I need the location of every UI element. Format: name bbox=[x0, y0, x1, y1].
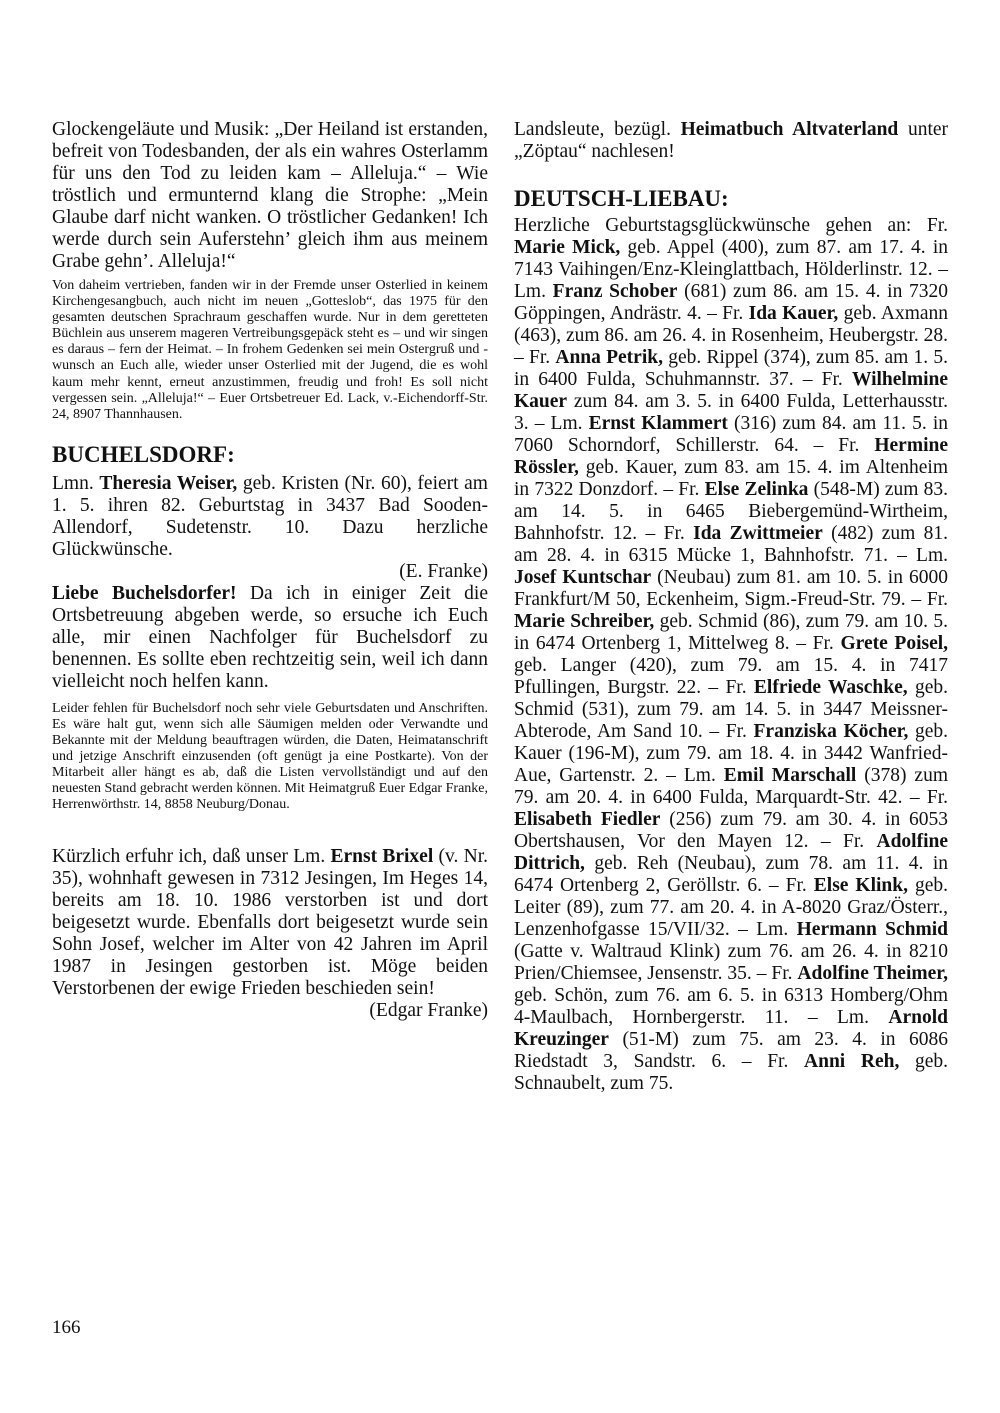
signature-edgar-franke: (Edgar Franke) bbox=[369, 999, 488, 1021]
page-number: 166 bbox=[52, 1317, 81, 1338]
birthday-list-paragraph: Herzliche Geburtstagsglückwünsche gehen an: Fr. Marie Mick, geb. Appel (400), zum 87. am 17. 4. in 7143 Vaihingen/Enz-Kleinglattbach, Hölderlinstr. 12. – Lm. Franz Schober (681) zum 86. am 15. 4. in 7320 Göppingen, Andrästr. 4. – Fr. Ida Kauer, geb. Axmann (463), zum 86. am 26. 4. in Rosenheim, Heubergstr. 28. – Fr. Anna Petrik, geb. Rippel (374), zum 85. am 1. 5. in 6400 Fulda, Schuhmannstr. 37. – Fr. Wilhelmine Kauer zum 84. am 3. 5. in 6400 Fulda, Letterhausstr. 3. – Lm. Ernst Klammert (316) zum 84. am 11. 5. in 7060 Schorndorf, Schillerstr. 64. – Fr. Hermine Rössler, geb. Kauer, zum 83. am 15. 4. im Altenheim in 7322 Donzdorf. – Fr. Else Zelinka (548-M) zum 83. am 14. 5. in 6465 Biebergemünd-Wirtheim, Bahnhofstr. 12. – Fr. Ida Zwittmeier (482) zum 81. am 28. 4. in 6315 Mücke 1, Bahnhofstr. 71. – Lm. Josef Kuntschar (Neubau) zum 81. am 10. 5. in 6000 Frankfurt/M 50, Eckenheim, Sigm.-Freud-Str. 79. – Fr. Marie Schreiber, geb. Schmid (86), zum 79. am 10. 5. in 6474 Ortenberg 1, Mittelweg 8. – Fr. Grete Poisel, geb. Langer (420), zum 79. am 15. 4. in 7417 Pfullingen, Burgstr. 22. – Fr. Elfriede Waschke, geb. Schmid (531), zum 79. am 14. 5. in 3447 Meissner-Abterode, Am Sand 10. – Fr. Franziska Köcher, geb. Kauer (196-M), zum 79. am 18. 4. in 3442 Wanfried-Aue, Gartenstr. 2. – Lm. Emil Marschall (378) zum 79. am 20. 4. in 6400 Fulda, Marquardt-Str. 42. – Fr. Elisabeth Fiedler (256) zum 79. am 30. 4. in 6053 Obertshausen, Vor den Mayen 12. – Fr. Adolfine Dittrich, geb. Reh (Neubau), zum 78. am 11. 4. in 6474 Ortenberg 2, Geröllstr. 6. – Fr. Else Klink, geb. Leiter (89), zum 77. am 20. 4. in A-8020 Graz/Österr., Lenzenhofgasse 15/VII/32. – Lm. Hermann Schmid (Gatte v. Waltraud Klink) zum 76. am 26. 4. in 8210 Prien/Chiemsee, Jensenstr. 35. – Fr. Adolfine Theimer, geb. Schön, zum 76. am 6. 5. in 6313 Homberg/Ohm 4-Maulbach, Hornbergerstr. 11. – Lm. Arnold Kreuzinger (51-M) zum 75. am 23. 4. in 6086 Riedstadt 3, Sandstr. 6. – Fr. Anni Reh, geb. Schnaubelt, zum 75. bbox=[514, 215, 949, 1094]
easter-hymn-paragraph: Glockengeläute und Musik: „Der Heiland ist erstanden, befreit von Todesbanden, der als ein wahres Osterlamm für uns den Tod zu leiden kam – Alleluja.“ – Wie tröstlich und ermunternd klang die Strophe: „Mein Glaube darf nicht wanken. O tröstlicher Gedanken! Ich werde durch sein Auferstehn’ gleich ihm aus meinem Grabe gehn’. Alleluja!“ bbox=[52, 119, 488, 272]
birthday-weiser-paragraph: Lmn. Theresia Weiser, geb. Kristen (Nr. 60), feiert am 1. 5. ihren 82. Geburtstag in 3437 Bad Sooden-Allendorf, Sudetenstr. 10. Dazu herzliche Glückwünsche. bbox=[52, 472, 488, 560]
successor-request-paragraph: Liebe Buchelsdorfer! Da ich in einiger Zeit die Ortsbetreuung abgeben werde, so ersuche ich Euch alle, mir einen Nachfolger für Buchelsdorf zu benennen. Es sollte eben rechtzeitig sein, weil ich dann vielleicht noch helfen kann. bbox=[52, 582, 489, 692]
left-column bbox=[52, 119, 488, 1022]
section-heading-buchelsdorf: BUCHELSDORF: bbox=[52, 441, 235, 467]
easter-song-note: Von daheim vertrieben, fanden wir in der Fremde unser Osterlied in keinem Kirchengesangbuch, auch nicht im neuen „Gotteslob“, das 1975 für den gesamten deutschen Sprachraum geschaffen wurde. Nur in dem geretteten Büchlein aus unserem mageren Vertreibungsgepäck steht es – und wir singen es daraus – fern der Heimat. – In frohem Gedenken sei mein Ostergruß und -wunsch an Euch alle, wieder unser Osterlied mit der Jugend, die es wohl kaum mehr kennt, erneut anzustimmen, freudig und froh! Es soll nicht vergessen sein. „Alleluja!“ – Euer Ortsbetreuer Ed. Lack, v.-Eichendorff-Str. 24, 8907 Thannhausen. bbox=[52, 278, 488, 422]
signature-e-franke: (E. Franke) bbox=[399, 560, 488, 582]
missing-data-paragraph: Leider fehlen für Buchelsdorf noch sehr viele Geburtsdaten und Anschriften. Es wäre halt gut, wenn sich alle Säumigen melden oder Verwandte und Bekannte mit der Meldung beauftragen würden, die Daten, Heimatanschrift und jetzige Anschrift einzusenden (oft genügt ja eine Postkarte). Von der Mitarbeit aller hängt es ab, daß die Listen vervollständigt und auf den neuesten Stand gebracht werden können. Mit Heimatgruß Euer Edgar Franke, Herrenwörthstr. 14, 8858 Neuburg/Donau. bbox=[52, 700, 488, 813]
section-heading-deutsch-liebau: DEUTSCH-LIEBAU: bbox=[514, 186, 729, 211]
right-column bbox=[514, 119, 948, 1095]
heimatbuch-note: Landsleute, bezügl. Heimatbuch Altvaterland unter „Zöptau“ nachlesen! bbox=[514, 119, 949, 162]
obituary-brixel-paragraph: Kürzlich erfuhr ich, daß unser Lm. Ernst Brixel (v. Nr. 35), wohnhaft gewesen in 7312 Jesingen, Im Heges 14, bereits am 18. 10. 1986 verstorben ist und dort beigesetzt wurde. Ebenfalls dort beigesetzt wurde sein Sohn Josef, welcher im Alter von 42 Jahren im April 1987 in Jesingen gestorben ist. Möge beiden Verstorbenen der ewige Frieden beschieden sein! bbox=[52, 845, 489, 999]
